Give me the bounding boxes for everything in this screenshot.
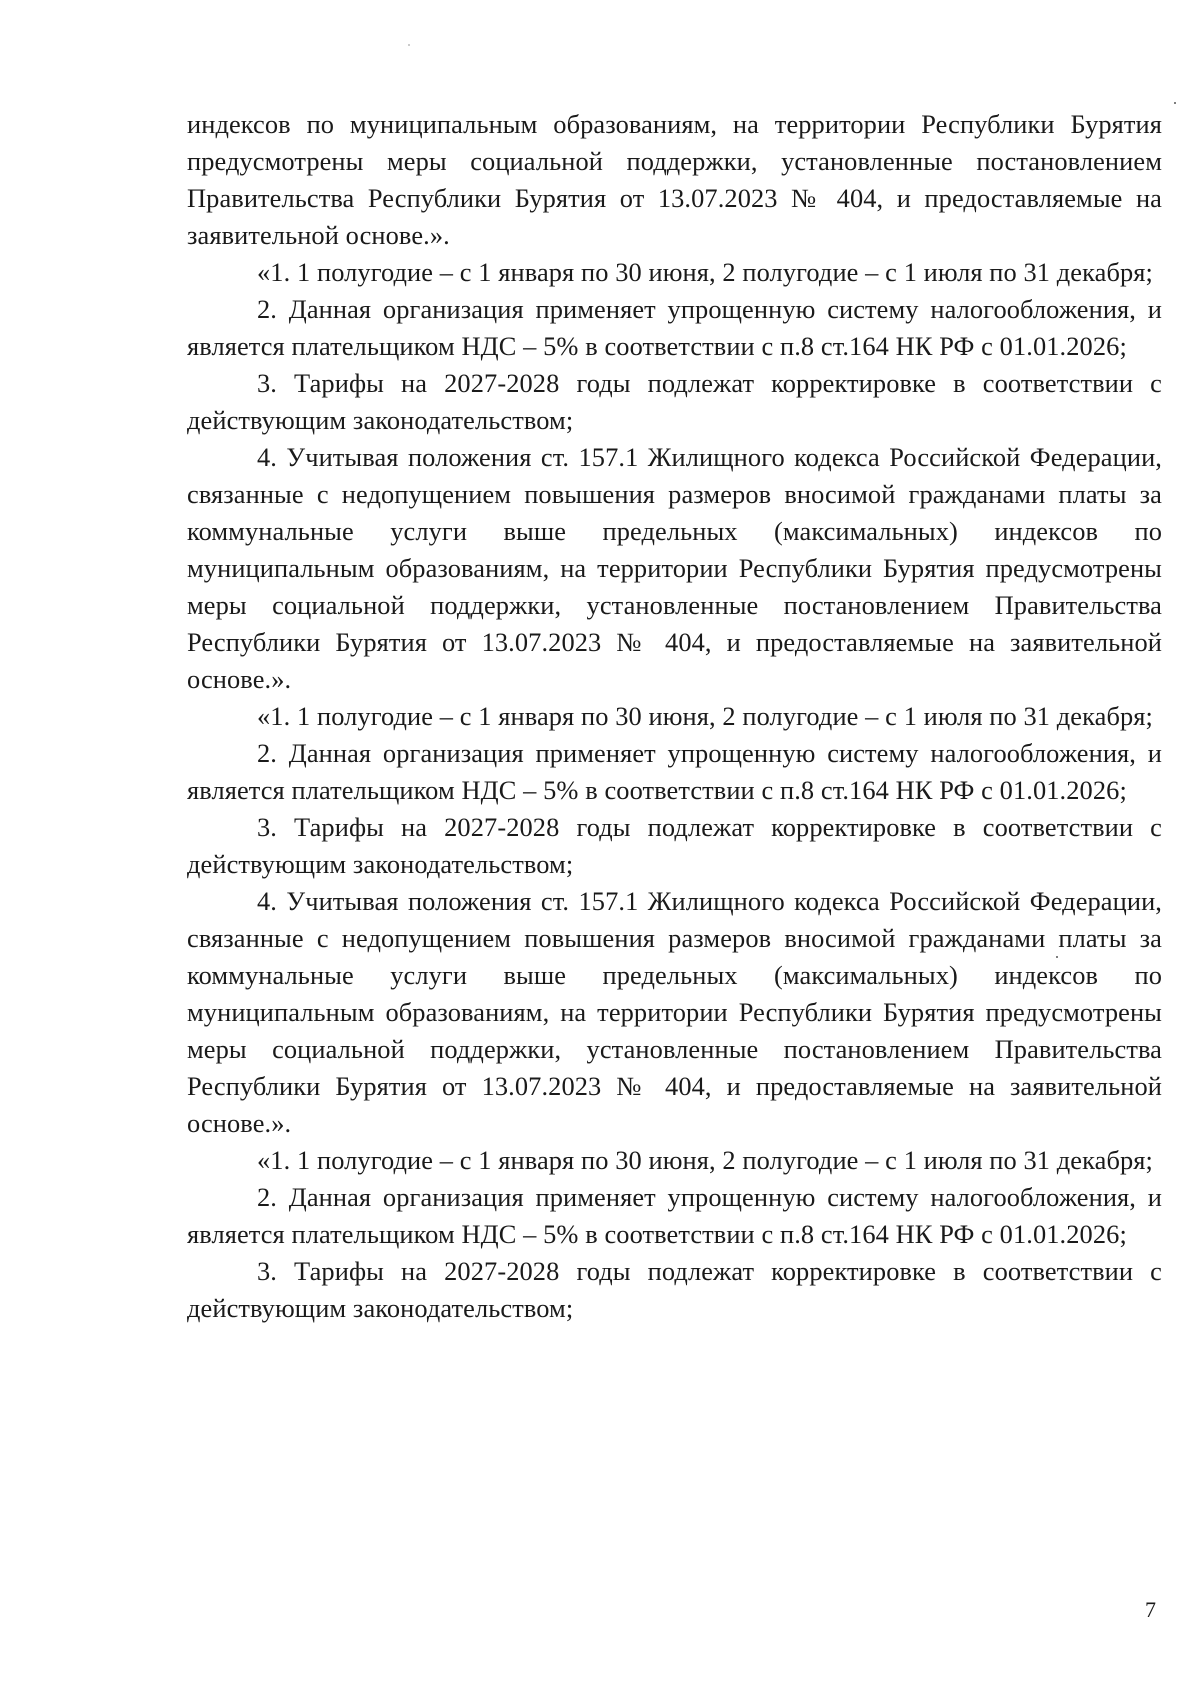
scan-speck [1174,102,1176,104]
body-text [187,106,1162,1327]
page-number: 7 [1145,1597,1156,1622]
scan-speck [408,44,410,46]
paragraph: «1. 1 полугодие – с 1 января по 30 июня, 2 полугодие – с 1 июля по 31 декабря; [257,1145,1153,1175]
paragraph: 2. Данная организация применяет упрощенную систему налогообложения, и является плательщиком НДС – 5% в соответствии с п.8 ст.164 НК РФ с 01.01.2026; [187,294,1162,361]
paragraph: 3. Тарифы на 2027-2028 годы подлежат корректировке в соответствии с действующим законодательством; [187,368,1162,435]
paragraph: индексов по муниципальным образованиям, на территории Республики Бурятия предусмотрены меры социальной поддержки, установленные постановлением Правительства Республики Бурятия от 13.07.2023 № 404, и предоставляемые на заявительной основе.». [187,109,1162,250]
paragraph: «1. 1 полугодие – с 1 января по 30 июня, 2 полугодие – с 1 июля по 31 декабря; [257,701,1153,731]
paragraph: 2. Данная организация применяет упрощенную систему налогообложения, и является плательщиком НДС – 5% в соответствии с п.8 ст.164 НК РФ с 01.01.2026; [187,738,1162,805]
paragraph: 2. Данная организация применяет упрощенную систему налогообложения, и является плательщиком НДС – 5% в соответствии с п.8 ст.164 НК РФ с 01.01.2026; [187,1182,1162,1249]
paragraph: 3. Тарифы на 2027-2028 годы подлежат корректировке в соответствии с действующим законодательством; [187,1256,1162,1323]
paragraph: «1. 1 полугодие – с 1 января по 30 июня, 2 полугодие – с 1 июля по 31 декабря; [257,257,1153,287]
paragraph: 3. Тарифы на 2027-2028 годы подлежат корректировке в соответствии с действующим законодательством; [187,812,1162,879]
scan-speck [1056,956,1058,958]
paragraph: 4. Учитывая положения ст. 157.1 Жилищного кодекса Российской Федерации, связанные с недопущением повышения размеров вносимой гражданами платы за коммунальные услуги выше предельных (максимальных) индексов по муниципальным образованиям, на территории Республики Бурятия предусмотрены меры социальной поддержки, установленные постановлением Правительства Республики Бурятия от 13.07.2023 № 404, и предоставляемые на заявительной основе.». [187,886,1162,1138]
paragraph: 4. Учитывая положения ст. 157.1 Жилищного кодекса Российской Федерации, связанные с недопущением повышения размеров вносимой гражданами платы за коммунальные услуги выше предельных (максимальных) индексов по муниципальным образованиям, на территории Республики Бурятия предусмотрены меры социальной поддержки, установленные постановлением Правительства Республики Бурятия от 13.07.2023 № 404, и предоставляемые на заявительной основе.». [187,442,1162,694]
